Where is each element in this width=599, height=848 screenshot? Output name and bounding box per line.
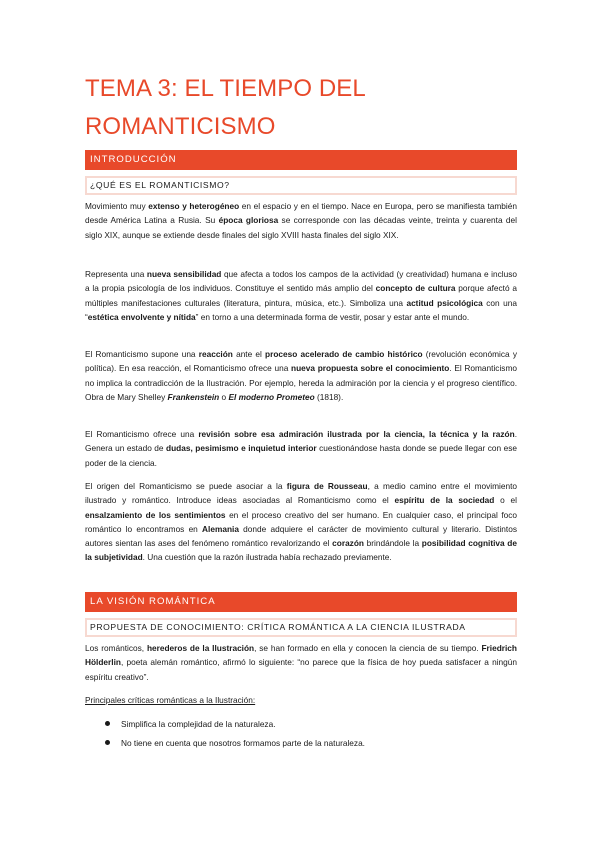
emphasis-text: posibilidad cognitiva de la subjetividad <box>85 538 517 563</box>
emphasis-text: nueva sensibilidad <box>146 269 222 279</box>
text-run: donde adquiere el carácter de movimiento cultural y literario. Distintos autores sientan las ases del fenómeno romántico revalorizando el <box>85 523 517 549</box>
subsection-heading-que-es: ¿QUÉ ES EL ROMANTICISMO? <box>85 176 517 195</box>
emphasis-text: estética envolvente y nítida <box>87 311 196 322</box>
emphasis-text: figura de Rousseau <box>286 481 368 491</box>
emphasis-text: Frankenstein <box>167 391 220 402</box>
section-heading-vision-romantica: LA VISIÓN ROMÁNTICA <box>85 592 517 612</box>
text-run: o <box>219 391 229 402</box>
critique-list <box>85 717 517 755</box>
text-run: , se han formado en ella y conocen la ciencia de su tiempo. <box>254 643 482 653</box>
list-item-text: No tiene en cuenta que nosotros formamos parte de la naturaleza. <box>121 738 365 748</box>
emphasis-text: proceso acelerado de cambio histórico <box>265 349 423 359</box>
emphasis-text: ensalzamiento de los sentimientos <box>85 509 226 520</box>
emphasis-text: Friedrich Hölderlin <box>85 643 517 668</box>
text-run: , poeta alemán romántico, afirmó lo siguiente: “no parece que la física de hoy pueda satisfacer a ningún espíritu creativo”. <box>85 657 517 682</box>
text-run: en el proceso creativo del ser humano. En cualquier caso, el principal foco romántico lo encontramos en <box>85 509 518 534</box>
text-run: brindándole la <box>363 538 422 549</box>
page-title <box>85 70 517 146</box>
list-heading: Principales críticas románticas a la Ilustración: <box>85 695 256 705</box>
text-run: . Genera un estado de <box>85 429 518 454</box>
text-run: Los románticos, <box>85 643 147 653</box>
paragraph-5 <box>85 479 517 565</box>
text-run: en el espacio y en el tiempo. Nace en Europa, pero se manifiesta también desde América Latina a Rusia. Su <box>85 201 517 226</box>
text-run: ante el <box>232 349 266 359</box>
emphasis-text: espíritu de la sociedad <box>394 495 495 506</box>
emphasis-text: concepto de cultura <box>375 283 456 294</box>
list-item-text: Simplifica la complejidad de la naturaleza. <box>121 719 276 729</box>
text-run: porque afectó a múltiples manifestaciones culturales (literatura, pintura, música, etc.). Simboliza una <box>85 283 517 308</box>
text-run: , a medio camino entre el movimiento ilustrado y romántico. Introduce ideas asociadas al Romanticismo como el <box>85 481 517 506</box>
text-run: El Romanticismo supone una <box>85 349 199 359</box>
emphasis-text: actitud psicológica <box>406 297 483 308</box>
text-run: El Romanticismo ofrece una <box>85 429 199 439</box>
emphasis-text: nueva propuesta sobre el conocimiento <box>291 363 450 374</box>
emphasis-text: corazón <box>332 538 364 549</box>
text-run: . Una cuestión que la razón ilustrada había rechazado previamente. <box>142 552 392 563</box>
emphasis-text: El moderno Prometeo <box>228 391 315 402</box>
paragraph-1 <box>85 199 517 242</box>
paragraph-4 <box>85 427 517 470</box>
text-run: cuestionándose hasta donde se puede llegar con ese poder de la ciencia. <box>85 443 518 468</box>
subsection-heading-propuesta: PROPUESTA DE CONOCIMIENTO: CRÍTICA ROMÁNTICA A LA CIENCIA ILUSTRADA <box>85 618 517 637</box>
emphasis-text: época gloriosa <box>218 215 279 226</box>
bullet-icon <box>105 721 110 726</box>
text-run: ” en torno a una determinada forma de vestir, posar y estar ante el mundo. <box>195 311 470 322</box>
emphasis-text: herederos de la Ilustración <box>146 643 255 653</box>
emphasis-text: dudas, pesimismo e inquietud interior <box>166 443 317 454</box>
text-run: que afecta a todos los campos de la actividad (y creatividad) humana e incluso a la propia psicología de los individuos. Constituye el sentido más amplio del <box>85 269 517 294</box>
section-heading-introduccion: INTRODUCCIÓN <box>85 150 517 170</box>
text-run: se corresponde con las décadas veinte, treinta y cuarenta del siglo XIX, aunque se extiende desde finales del siglo XVIII hasta finales del siglo XIX. <box>85 215 517 240</box>
title-line-1: TEMA 3: EL TIEMPO DEL <box>85 75 366 102</box>
text-run: El origen del Romanticismo se puede asociar a la <box>85 481 287 491</box>
text-run: . El Romanticismo no implica la contradicción de la Ilustración. Por ejemplo, hereda la admiración por la ciencia y el progreso científico. Obra de Mary Shelley <box>85 363 517 402</box>
emphasis-text: extenso y heterogéneo <box>148 201 240 211</box>
text-run: (revolución económica y política). En esa reacción, el Romanticismo ofrece una <box>85 349 517 374</box>
text-run: Movimiento muy <box>85 201 149 211</box>
list-item <box>85 736 517 755</box>
title-line-2: ROMANTICISMO <box>85 113 276 140</box>
paragraph-2 <box>85 267 517 324</box>
text-run: o el <box>494 495 517 506</box>
text-run: con una “ <box>85 297 517 322</box>
list-item <box>85 717 517 736</box>
text-run: Representa una <box>85 269 147 279</box>
emphasis-text: Alemania <box>202 523 239 534</box>
text-run: (1818). <box>314 391 344 402</box>
emphasis-text: reacción <box>198 349 233 359</box>
paragraph-3 <box>85 347 517 404</box>
paragraph-6 <box>85 641 517 684</box>
bullet-icon <box>105 740 110 745</box>
emphasis-text: revisión sobre esa admiración ilustrada por la ciencia, la técnica y la razón <box>198 429 515 439</box>
